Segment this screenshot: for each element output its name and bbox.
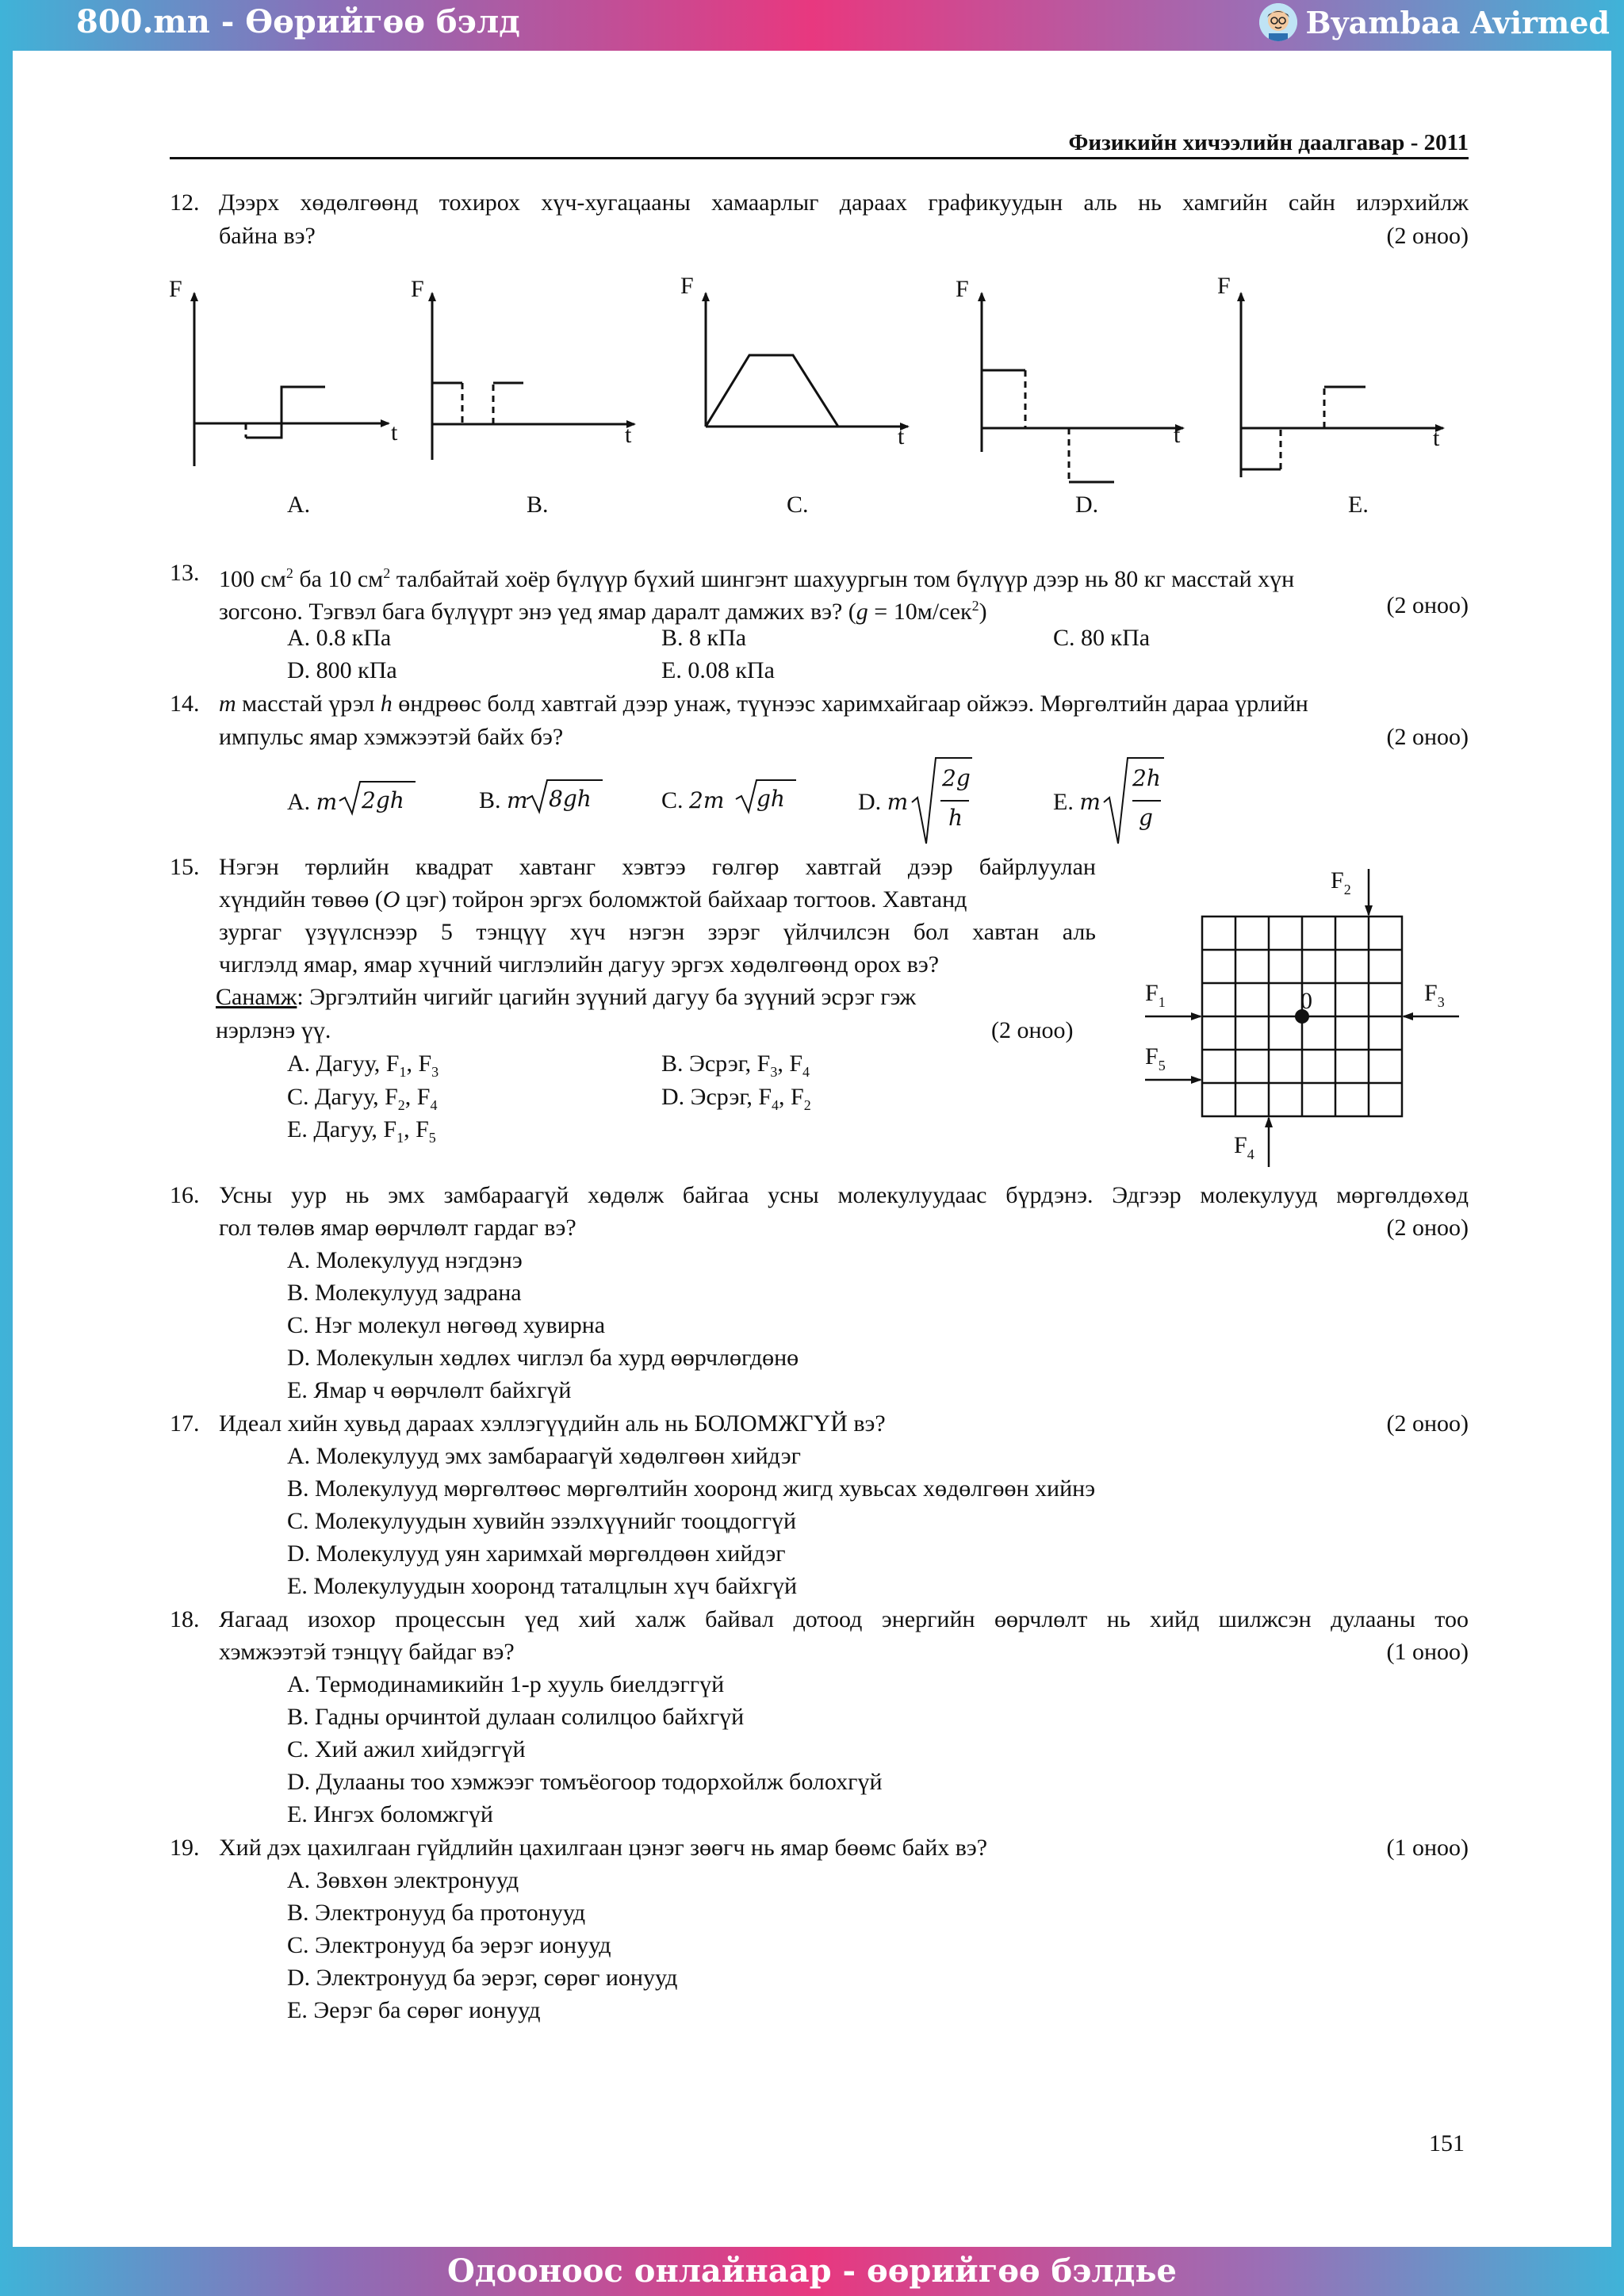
answer-option[interactable]: A. Молекулууд нэгдэнэ bbox=[287, 1247, 523, 1273]
question-number: 13. bbox=[170, 560, 200, 586]
top-bar bbox=[0, 0, 1624, 51]
plate-force-diagram bbox=[1134, 861, 1467, 1167]
question-text: Усны уур нь эмх замбараагүй хөдөлж байгаа усны молекулуудаас бүрдэнэ. Эдгээр молекулууд мөргөлдөхөд bbox=[219, 1182, 1469, 1208]
math-numerator: 2h bbox=[1132, 765, 1161, 791]
question-text: Яагаад изохор процессын үед хий халж байвал дотоод энергийн өөрчлөлт нь хийд шилжсэн дулааны тоо bbox=[219, 1606, 1469, 1632]
graph-label: E. bbox=[1348, 492, 1369, 518]
axis-f-label: F bbox=[1217, 273, 1231, 299]
answer-option[interactable]: B. Эсрэг, $F_3$, $F_4$ bbox=[661, 1050, 810, 1080]
question-text: гол төлөв ямар өөрчлөлт гардаг вэ? bbox=[219, 1215, 576, 1241]
question-text: хүндийн төвөө (O цэг) тойрон эргэх боломжтой байхаар тогтоов. Хавтанд bbox=[219, 886, 967, 913]
answer-option[interactable]: D. Эсрэг, $F_4$, $F_2$ bbox=[661, 1084, 811, 1113]
question-text: Дээрх хөдөлгөөнд тохирох хүч-хугацааны хамаарлыг дараах графикуудын аль нь хамгийн сайн илэрхийлж bbox=[219, 189, 1469, 216]
force-time-graphs bbox=[159, 270, 1475, 484]
question-number: 16. bbox=[170, 1182, 200, 1208]
points-label: (1 оноо) bbox=[1386, 1639, 1469, 1665]
axis-f-label: F bbox=[956, 276, 969, 302]
answer-option[interactable]: A. Термодинамикийн 1-р хууль биелдэггүй bbox=[287, 1671, 725, 1697]
answer-option[interactable]: A. Зөвхөн электронууд bbox=[287, 1867, 519, 1893]
axis-t-label: t bbox=[1433, 425, 1440, 451]
force-label: $F_5$ bbox=[1145, 1043, 1166, 1073]
answer-option[interactable]: D. Молекулын хөдлөх чиглэл ба хурд өөрчлөгдөнө bbox=[287, 1345, 799, 1371]
question-text: 100 $см^2$ ба 10 $см^2$ талбайтай хоёр бүлүүр бүхий шингэнт шахуургын том бүлүүр дээр нь 80 кг масстай хүн bbox=[219, 565, 1295, 592]
answer-option[interactable]: D. 800 кПа bbox=[287, 657, 397, 683]
answer-option[interactable]: C. Молекулуудын хувийн эзэлхүүнийг тооцдоггүй bbox=[287, 1508, 797, 1534]
answer-option[interactable]: C. Электронууд ба эерэг ионууд bbox=[287, 1932, 611, 1958]
graph-e bbox=[1241, 293, 1443, 477]
question-number: 17. bbox=[170, 1410, 200, 1437]
points-label: (2 оноо) bbox=[1386, 223, 1469, 249]
question-text: хэмжээтэй тэнцүү байдаг вэ? bbox=[219, 1639, 515, 1665]
center-label: 0 bbox=[1300, 988, 1312, 1014]
question-number: 15. bbox=[170, 854, 200, 880]
math-numerator: 2g bbox=[942, 765, 971, 791]
question-text: Нэгэн төрлийн квадрат хавтанг хэвтээ гөлгөр хавтгай дээр байрлуулан bbox=[219, 854, 1096, 880]
question-number: 12. bbox=[170, 189, 200, 216]
points-label: (2 оноо) bbox=[1386, 1215, 1469, 1241]
graph-label: C. bbox=[787, 492, 809, 518]
graph-b bbox=[432, 293, 634, 460]
graph-c bbox=[706, 293, 908, 427]
header-rule bbox=[170, 157, 1469, 159]
question-text: зогсоно. Тэгвэл бага бүлүүрт энэ үед ямар даралт дамжих вэ? (g = 10м/сек$^2$) bbox=[219, 598, 987, 625]
axis-f-label: F bbox=[680, 273, 694, 299]
answer-option[interactable]: D. Молекулууд уян харимхай мөргөлдөөн хийдэг bbox=[287, 1540, 786, 1567]
points-label: (2 оноо) bbox=[1386, 592, 1469, 618]
note-text: нэрлэнэ үү. bbox=[216, 1017, 331, 1043]
math-denominator: h bbox=[948, 805, 963, 831]
answer-option[interactable]: E. Дагуу, $F_1$, $F_5$ bbox=[287, 1116, 436, 1146]
answer-option[interactable]: B. m bbox=[479, 787, 528, 813]
axis-f-label: F bbox=[169, 276, 182, 302]
site-title[interactable]: 800.mn - Өөрийгөө бэлд bbox=[76, 3, 520, 40]
answer-option[interactable]: E. Молекулуудын хооронд таталцлын хүч байхгүй bbox=[287, 1573, 798, 1599]
axis-t-label: t bbox=[625, 422, 632, 448]
math-denominator: g bbox=[1139, 805, 1153, 831]
graph-d bbox=[982, 293, 1183, 482]
answer-option[interactable]: C. Хий ажил хийдэггүй bbox=[287, 1736, 526, 1762]
answer-option[interactable]: E. Эерэг ба сөрөг ионууд bbox=[287, 1997, 541, 2023]
footer-text[interactable]: Одооноос онлайнаар - өөрийгөө бэлдье bbox=[446, 2252, 1178, 2290]
answer-option[interactable]: E. Ингэх боломжгүй bbox=[287, 1801, 493, 1827]
math-radicand: 2gh bbox=[362, 787, 404, 813]
page-number: 151 bbox=[1429, 2130, 1465, 2156]
answer-option[interactable]: B. Электронууд ба протонууд bbox=[287, 1900, 586, 1926]
answer-option[interactable]: C. 2m bbox=[661, 787, 725, 813]
question-text: зургаг үзүүлснээр 5 тэнцүү хүч нэгэн зэрэг үйлчилсэн бол хавтан аль bbox=[219, 919, 1096, 945]
question-number: 19. bbox=[170, 1835, 200, 1861]
answer-option[interactable]: C. Нэг молекул нөгөөд хувирна bbox=[287, 1312, 606, 1338]
answer-option[interactable]: E. m bbox=[1053, 789, 1101, 815]
question-text: байна вэ? bbox=[219, 223, 316, 249]
graph-label: B. bbox=[527, 492, 549, 518]
answer-option[interactable]: B. Молекулууд задрана bbox=[287, 1280, 522, 1306]
avatar[interactable] bbox=[1259, 3, 1297, 41]
graph-a bbox=[194, 293, 389, 466]
answer-option[interactable]: D. Дулааны тоо хэмжээг томъёогоор тодорхойлж болохгүй bbox=[287, 1769, 883, 1795]
points-label: (2 оноо) bbox=[1386, 1410, 1469, 1437]
answer-option[interactable]: B. Гадны орчинтой дулаан солилцоо байхгүй bbox=[287, 1704, 745, 1730]
question-text: импульс ямар хэмжээтэй байх бэ? bbox=[219, 724, 564, 750]
answer-option[interactable]: E. Ямар ч өөрчлөлт байхгүй bbox=[287, 1377, 572, 1403]
answer-option[interactable]: C. 80 кПа bbox=[1053, 625, 1151, 651]
axis-t-label: t bbox=[898, 423, 905, 450]
math-radicand: 8gh bbox=[549, 786, 592, 812]
question-text: Идеал хийн хувьд дараах хэллэгүүдийн аль нь БОЛОМЖГҮЙ вэ? bbox=[219, 1410, 886, 1437]
points-label: (1 оноо) bbox=[1386, 1835, 1469, 1861]
user-menu[interactable] bbox=[1259, 3, 1610, 41]
force-label: $F_1$ bbox=[1145, 980, 1166, 1010]
question-number: 18. bbox=[170, 1606, 200, 1632]
axis-f-label: F bbox=[411, 276, 424, 302]
answer-option[interactable]: A. Молекулууд эмх замбараагүй хөдөлгөөн хийдэг bbox=[287, 1443, 801, 1469]
axis-t-label: t bbox=[1174, 422, 1181, 448]
force-label: $F_4$ bbox=[1234, 1132, 1254, 1162]
page-header: Физикийн хичээлийн даалгавар - 2011 bbox=[1068, 130, 1469, 155]
answer-option[interactable]: A. 0.8 кПа bbox=[287, 625, 392, 651]
graph-label: D. bbox=[1075, 492, 1099, 518]
question-number: 14. bbox=[170, 691, 200, 717]
answer-option[interactable]: D. m bbox=[858, 789, 909, 815]
answer-option[interactable]: B. Молекулууд мөргөлтөөс мөргөлтийн хооронд жигд хувьсах хөдөлгөөн хийнэ bbox=[287, 1475, 1096, 1502]
math-radicand: gh bbox=[756, 786, 785, 812]
points-label: (2 оноо) bbox=[1386, 724, 1469, 750]
force-label: $F_2$ bbox=[1331, 867, 1351, 897]
force-label: $F_3$ bbox=[1424, 980, 1445, 1010]
question-text: Хий дэх цахилгаан гүйдлийн цахилгаан цэнэг зөөгч нь ямар бөөмс байх вэ? bbox=[219, 1835, 988, 1861]
answer-option[interactable]: E. 0.08 кПа bbox=[661, 657, 775, 683]
username[interactable]: Byambaa Avirmed bbox=[1305, 4, 1610, 40]
question-text: чиглэлд ямар, ямар хүчний чиглэлийн дагуу эргэх хөдөлгөөнд орох вэ? bbox=[219, 951, 940, 978]
graph-label: A. bbox=[287, 492, 311, 518]
answer-option[interactable]: B. 8 кПа bbox=[661, 625, 747, 651]
answer-option[interactable]: D. Электронууд ба эерэг, сөрөг ионууд bbox=[287, 1965, 678, 1991]
question-text: m масстай үрэл h өндрөөс болд хавтгай дээр унаж, түүнээс харимхайгаар ойжээ. Мөргөлтийн дараа үрлийн bbox=[219, 691, 1308, 717]
points-label: (2 оноо) bbox=[991, 1017, 1074, 1043]
note-text: Санамж: Эргэлтийн чигийг цагийн зүүний дагуу ба зүүний эсрэг гэж bbox=[216, 984, 917, 1010]
footer-banner bbox=[0, 2247, 1624, 2296]
axis-t-label: t bbox=[391, 419, 398, 446]
answer-option[interactable]: A. Дагуу, $F_1$, $F_3$ bbox=[287, 1050, 439, 1080]
answer-option[interactable]: A. m bbox=[287, 789, 338, 815]
answer-option[interactable]: C. Дагуу, $F_2$, $F_4$ bbox=[287, 1084, 438, 1113]
